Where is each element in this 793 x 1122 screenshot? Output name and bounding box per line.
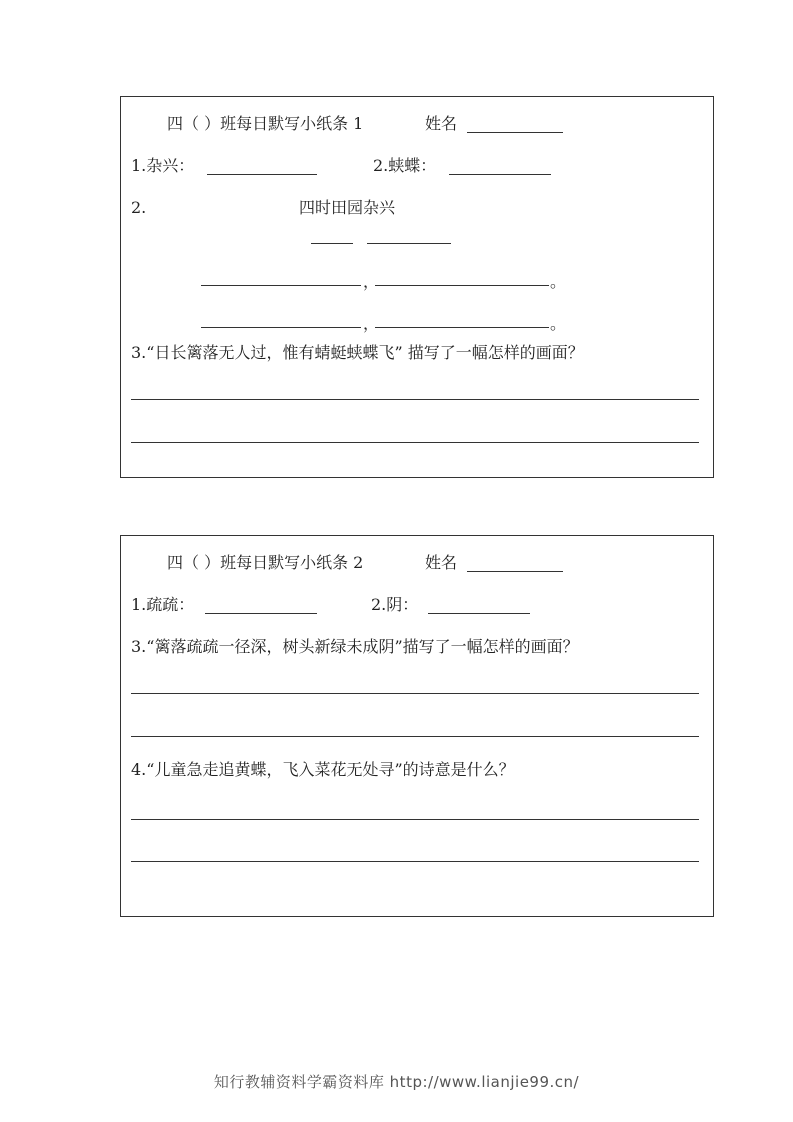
- slip-2-q3-answer-line-2[interactable]: [131, 736, 699, 737]
- dictation-slip-1: [120, 96, 714, 478]
- footer-source-text: 知行教辅资料学霸资料库 http://www.lianjie99.cn/: [213, 1073, 580, 1091]
- slip-2-q4: 4.“儿童急走追黄蝶，飞入菜花无处寻”的诗意是什么？: [131, 760, 515, 779]
- slip-1-line2b-blank[interactable]: [375, 327, 549, 328]
- slip-1-q2-number: 2.: [131, 198, 147, 217]
- slip-2-q1b-label: 2.阴：: [371, 595, 419, 614]
- slip-1-q1b-blank[interactable]: [449, 174, 551, 175]
- slip-1-line1b-blank[interactable]: [375, 285, 549, 286]
- slip-2-q3-answer-line-1[interactable]: [131, 693, 699, 694]
- slip-1-title: 四（ ）班每日默写小纸条 1: [167, 114, 364, 133]
- slip-1-period-1: 。: [550, 272, 567, 291]
- slip-1-q1b-label: 2.蛱蝶：: [373, 156, 437, 175]
- slip-2-q3: 3.“篱落疏疏一径深，树头新绿未成阴”描写了一幅怎样的画面？: [131, 637, 579, 656]
- slip-2-q1a-blank[interactable]: [205, 613, 317, 614]
- slip-1-comma-1: ，: [363, 272, 380, 291]
- slip-1-dynasty-blank[interactable]: [311, 243, 353, 244]
- slip-1-poem-title: 四时田园杂兴: [299, 198, 396, 217]
- slip-1-name-label: 姓名: [425, 114, 458, 133]
- slip-2-name-blank[interactable]: [467, 571, 563, 572]
- slip-1-answer-line-1[interactable]: [131, 399, 699, 400]
- slip-1-q1a-label: 1.杂兴：: [131, 156, 195, 175]
- slip-1-author-blank[interactable]: [367, 243, 451, 244]
- slip-1-name-blank[interactable]: [467, 132, 563, 133]
- slip-2-q1b-blank[interactable]: [428, 613, 530, 614]
- slip-2-q4-answer-line-2[interactable]: [131, 861, 699, 862]
- slip-2-title: 四（ ）班每日默写小纸条 2: [167, 553, 364, 572]
- dictation-slip-2: [120, 535, 714, 917]
- slip-2-q1a-label: 1.疏疏：: [131, 595, 195, 614]
- slip-1-period-2: 。: [550, 314, 567, 333]
- slip-1-answer-line-2[interactable]: [131, 442, 699, 443]
- slip-2-name-label: 姓名: [425, 553, 458, 572]
- slip-1-comma-2: ，: [363, 314, 380, 333]
- slip-2-q4-answer-line-1[interactable]: [131, 819, 699, 820]
- slip-1-q1a-blank[interactable]: [207, 174, 317, 175]
- slip-1-line1a-blank[interactable]: [201, 285, 361, 286]
- slip-1-q3: 3.“日长篱落无人过，惟有蜻蜓蛱蝶飞” 描写了一幅怎样的画面？: [131, 343, 584, 362]
- slip-1-line2a-blank[interactable]: [201, 327, 361, 328]
